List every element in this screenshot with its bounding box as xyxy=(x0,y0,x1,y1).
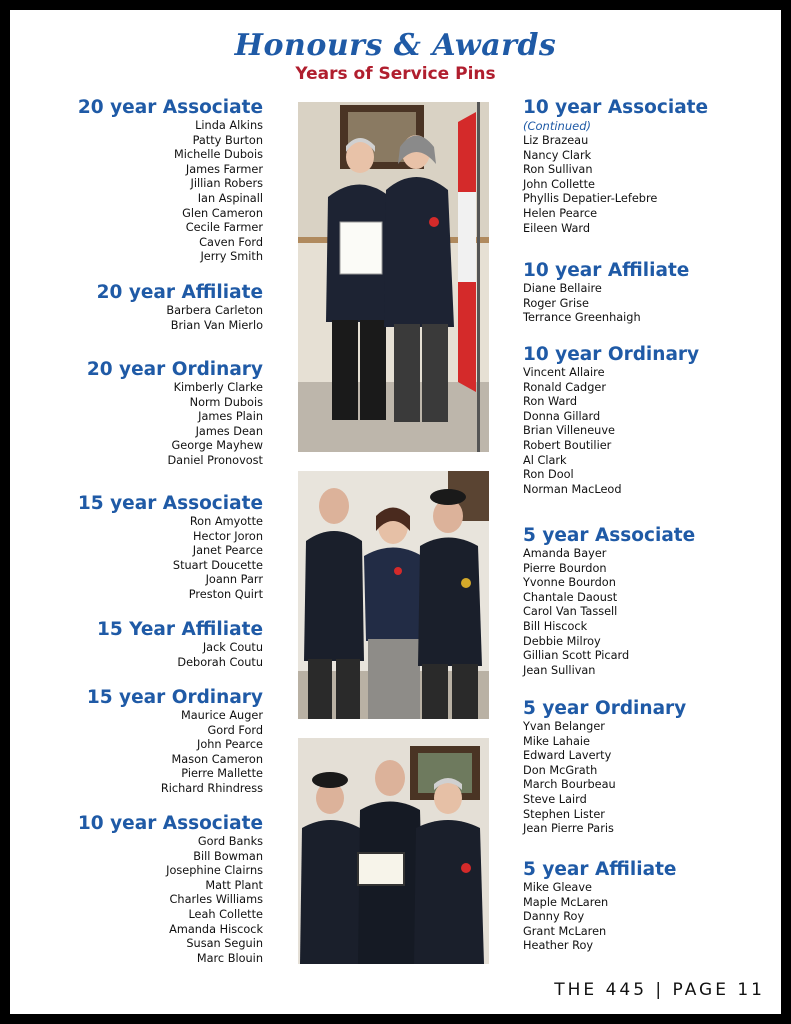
list-item: Gord Banks xyxy=(197,835,263,848)
name-list xyxy=(10,119,263,265)
section-10-year-associate xyxy=(10,813,263,966)
list-item: Stuart Doucette xyxy=(172,558,263,572)
list-item: Ron Sullivan xyxy=(523,163,593,177)
list-item: Matt Plant xyxy=(205,878,263,892)
list-item: George Mayhew xyxy=(171,439,263,453)
list-item: Ian Aspinall xyxy=(197,191,263,205)
list-item: Richard Rhindress xyxy=(160,781,263,795)
list-item: Edward Laverty xyxy=(523,749,612,763)
page-title: Honours & Awards xyxy=(234,28,557,63)
list-item: Yvan Belanger xyxy=(523,720,605,733)
list-item: Brian Van Mierlo xyxy=(170,318,263,332)
name-list xyxy=(10,709,263,797)
list-item: Debbie Milroy xyxy=(523,634,601,648)
list-item: Cecile Farmer xyxy=(185,221,263,235)
list-item: Deborah Coutu xyxy=(177,655,263,669)
section-heading: 5 year Affiliate xyxy=(523,859,677,880)
list-item: Helen Pearce xyxy=(523,206,598,220)
list-item: Charles Williams xyxy=(169,893,263,907)
list-item: Caven Ford xyxy=(199,235,263,249)
list-item: Robert Boutilier xyxy=(523,438,612,452)
list-item: John Collette xyxy=(523,177,595,191)
list-item: Nancy Clark xyxy=(523,148,592,162)
list-item: Mason Cameron xyxy=(171,752,263,766)
list-item: Jillian Robers xyxy=(190,177,263,191)
name-list xyxy=(10,304,263,333)
name-list xyxy=(523,366,773,497)
list-item: Jean Sullivan xyxy=(523,663,596,677)
list-item: Stephen Lister xyxy=(523,807,605,821)
list-item: Amanda Hiscock xyxy=(169,922,263,936)
newsletter-page xyxy=(10,10,781,1014)
section-heading: 20 year Ordinary xyxy=(86,359,263,380)
list-item: Yvonne Bourdon xyxy=(523,576,616,590)
list-item: Joann Parr xyxy=(205,573,263,587)
section-20-year-affiliate xyxy=(10,282,263,333)
list-item: Grant McLaren xyxy=(523,924,607,938)
list-item: Terrance Greenhaigh xyxy=(523,311,641,325)
section-heading: 15 year Ordinary xyxy=(86,687,263,708)
list-item: Daniel Pronovost xyxy=(167,453,263,467)
section-heading: 10 year Affiliate xyxy=(523,260,690,281)
list-item: Glen Cameron xyxy=(182,206,263,220)
name-list xyxy=(523,720,773,837)
section-5-year-ordinary xyxy=(523,698,773,837)
section-heading: 10 year Ordinary xyxy=(523,344,700,365)
section-heading: 5 year Associate xyxy=(523,525,696,546)
photo-illustration xyxy=(298,738,489,964)
list-item: Chantale Daoust xyxy=(523,590,618,604)
list-item: Maple McLaren xyxy=(523,895,609,909)
list-item: Heather Roy xyxy=(523,939,594,953)
list-item: Mike Lahaie xyxy=(523,734,590,748)
list-item: Ronald Cadger xyxy=(523,380,606,394)
name-list xyxy=(10,835,263,966)
page-footer: THE 445 | PAGE 11 xyxy=(554,980,765,1000)
list-item: Susan Seguin xyxy=(186,937,263,951)
section-15-year-associate xyxy=(10,493,263,603)
list-item: Maurice Auger xyxy=(180,709,263,722)
list-item: March Bourbeau xyxy=(523,778,616,792)
list-item: Phyllis Depatier-Lefebre xyxy=(523,192,658,206)
section-5-year-affiliate xyxy=(523,859,773,954)
name-list xyxy=(10,641,263,670)
list-item: Diane Bellaire xyxy=(523,282,602,295)
section-10-year-associate-continued xyxy=(523,97,773,236)
list-item: Michelle Dubois xyxy=(174,148,263,162)
list-item: Hector Joron xyxy=(193,529,263,543)
name-list xyxy=(523,881,773,954)
photo-illustration xyxy=(298,102,489,452)
list-item: John Pearce xyxy=(197,738,263,752)
list-item: Roger Grise xyxy=(523,296,589,310)
section-heading: 20 year Affiliate xyxy=(96,282,263,303)
list-item: Pierre Mallette xyxy=(181,767,263,781)
list-item: Jack Coutu xyxy=(202,641,263,654)
section-20-year-associate xyxy=(10,97,263,265)
name-list xyxy=(10,381,263,469)
list-item: Al Clark xyxy=(523,453,567,467)
list-item: Josephine Clairns xyxy=(166,864,263,878)
photo-award-presentation-3 xyxy=(298,738,489,964)
list-item: Gillian Scott Picard xyxy=(523,649,630,663)
list-item: Norm Dubois xyxy=(189,395,263,409)
section-heading: 15 year Associate xyxy=(77,493,263,514)
name-list xyxy=(523,547,773,678)
section-heading: 20 year Associate xyxy=(77,97,263,118)
list-item: Liz Brazeau xyxy=(523,134,589,147)
section-10-year-ordinary xyxy=(523,344,773,497)
list-item: James Farmer xyxy=(185,162,263,176)
list-item: Preston Quirt xyxy=(188,587,263,601)
section-heading: 10 year Associate xyxy=(523,97,709,118)
photo-illustration xyxy=(298,471,489,719)
list-item: Marc Blouin xyxy=(196,951,263,965)
list-item: Leah Collette xyxy=(188,907,263,921)
continued-note: (Continued) xyxy=(523,119,591,133)
list-item: Ron Amyotte xyxy=(189,515,263,528)
list-item: Patty Burton xyxy=(192,133,263,147)
list-item: Carol Van Tassell xyxy=(523,605,618,619)
list-item: Eileen Ward xyxy=(523,221,591,235)
name-list xyxy=(523,282,773,326)
list-item: Kimberly Clarke xyxy=(173,381,263,394)
list-item: Brian Villeneuve xyxy=(523,424,615,438)
list-item: Pierre Bourdon xyxy=(523,561,607,575)
list-item: Jerry Smith xyxy=(200,250,263,264)
list-item: Donna Gillard xyxy=(523,409,601,423)
list-item: Amanda Bayer xyxy=(523,547,607,560)
list-item: Danny Roy xyxy=(523,910,585,924)
list-item: Steve Laird xyxy=(523,792,587,806)
list-item: Jean Pierre Paris xyxy=(523,822,614,836)
list-item: Gord Ford xyxy=(207,723,263,737)
name-list xyxy=(523,134,773,236)
list-item: James Plain xyxy=(198,410,263,424)
list-item: Barbera Carleton xyxy=(166,304,263,317)
section-heading: 5 year Ordinary xyxy=(523,698,687,719)
list-item: Bill Hiscock xyxy=(523,619,588,633)
list-item: Linda Alkins xyxy=(195,119,263,132)
photo-award-presentation-2 xyxy=(298,471,489,719)
list-item: Norman MacLeod xyxy=(523,482,622,496)
list-item: Ron Ward xyxy=(523,395,577,409)
section-15-year-affiliate xyxy=(10,619,263,670)
list-item: Ron Dool xyxy=(523,468,574,482)
section-20-year-ordinary xyxy=(10,359,263,469)
list-item: Bill Bowman xyxy=(193,849,263,863)
photo-award-presentation-1 xyxy=(298,102,489,452)
section-15-year-ordinary xyxy=(10,687,263,797)
section-10-year-affiliate xyxy=(523,260,773,326)
list-item: Mike Gleave xyxy=(523,881,592,894)
section-5-year-associate xyxy=(523,525,773,678)
list-item: Janet Pearce xyxy=(192,544,263,558)
section-heading: 15 Year Affiliate xyxy=(97,619,263,640)
name-list xyxy=(10,515,263,603)
list-item: James Dean xyxy=(195,424,263,438)
list-item: Vincent Allaire xyxy=(523,366,605,379)
section-heading: 10 year Associate xyxy=(77,813,263,834)
list-item: Don McGrath xyxy=(523,763,598,777)
page-subtitle: Years of Service Pins xyxy=(295,64,496,84)
